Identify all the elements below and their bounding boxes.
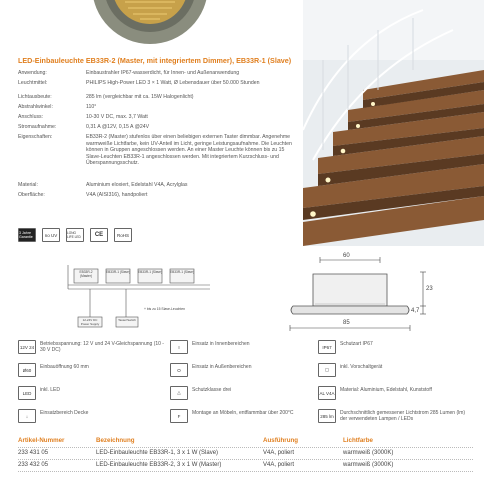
power-supply-label: 12-24V DC Power Supply: [80, 318, 100, 326]
feature-item: [18, 409, 168, 429]
module-slave-3: EB33R-1 (Slave): [170, 270, 194, 274]
table-cell: warmweiß (3000K): [343, 462, 394, 468]
col-header-color: Lichtfarbe: [343, 437, 373, 444]
feature-icon: ▢: [318, 363, 336, 377]
feature-icon: I: [170, 340, 188, 354]
no-uv-icon: no UV: [42, 228, 60, 242]
spec-label: Lichtausbeute:: [18, 94, 52, 100]
col-header-finish: Ausführung: [263, 437, 299, 444]
feature-icon: △: [170, 386, 188, 400]
table-row: [18, 460, 473, 471]
rohs-icon: RoHS: [114, 228, 132, 242]
spec-value: 285 lm (vergleichbar mit ca. 15W Halogenlicht): [86, 94, 194, 100]
feature-item: [18, 363, 168, 383]
feature-text: Durchschnittlich gemessener Lichtstrom 285 Lumen (lm) der verwendeten Lampen / LEDs: [340, 410, 466, 422]
table-cell: 233 431 05: [18, 450, 49, 456]
spec-label: Anschluss:: [18, 114, 44, 120]
dimension-drawing: [285, 252, 435, 337]
feature-text: inkl. Vorschaltgerät: [340, 364, 383, 370]
feature-text: Montage an Möbeln, entflammbar über 200°C: [192, 410, 294, 416]
feature-text: Einsatz in Innenbereichen: [192, 341, 250, 347]
dim-height: 23: [426, 286, 433, 292]
table-cell: V4A, poliert: [263, 462, 295, 468]
table-cell: LED-Einbauleuchte EB33R-1, 3 x 1 W (Slave): [96, 450, 219, 456]
spec-label: Abstrahlwinkel:: [18, 104, 53, 110]
feature-grid: [18, 340, 473, 432]
spec-label: Eigenschaften:: [18, 134, 53, 140]
spec-label: Oberfläche:: [18, 192, 45, 198]
feature-icon: O: [170, 363, 188, 377]
feature-icon: LED: [18, 386, 36, 400]
spec-value: 0,31 A @12V, 0,15 A @24V: [86, 124, 150, 130]
table-cell: 233 432 05: [18, 462, 49, 468]
feature-item: [170, 340, 320, 360]
feature-icon: 285 lm: [318, 409, 336, 423]
dim-top: 60: [343, 253, 350, 259]
spec-label: Material:: [18, 182, 38, 188]
spec-label: Leuchtmittel:: [18, 80, 48, 86]
feature-text: Material: Aluminium, Edelstahl, Kunststoff: [340, 387, 432, 393]
table-cell: LED-Einbauleuchte EB33R-2, 3 x 1 W (Master): [96, 462, 222, 468]
feature-item: [318, 409, 468, 429]
long-life-led-icon: LONG LIFE LED: [66, 228, 84, 242]
table-cell: warmweiß (3000K): [343, 450, 394, 456]
dim-width: 85: [343, 320, 350, 326]
product-title: LED-Einbauleuchte EB33R-2 (Master, mit integriertem Dimmer), EB33R-1 (Slave): [18, 56, 292, 65]
feature-icon: ↓: [18, 409, 36, 423]
feature-text: inkl. LED: [40, 387, 61, 393]
feature-text: Schutzklasse drei: [192, 387, 232, 393]
col-header-designation: Bezeichnung: [96, 437, 135, 444]
spec-value: Aluminium eloxiert, Edelstahl V4A, Acrylglas: [86, 182, 188, 188]
feature-text: Betriebsspannung: 12 V und 24 V-Gleichspannung (10 - 30 V DC): [40, 341, 164, 353]
spec-value: 10-30 V DC, max. 3,7 Watt: [86, 114, 148, 120]
wiring-diagram: [60, 255, 220, 335]
article-table: [18, 437, 473, 472]
feature-item: [318, 363, 468, 383]
module-slave-1: EB33R-1 (Slave): [106, 270, 130, 274]
spec-value: 110°: [86, 104, 97, 110]
feature-item: [18, 340, 168, 360]
feature-item: [170, 363, 320, 383]
warranty-icon: 3 Jahre Garantie: [18, 228, 36, 242]
spec-label: Anwendung:: [18, 70, 47, 76]
product-photo: [0, 0, 300, 50]
feature-icon: F: [170, 409, 188, 423]
ce-icon: CE: [90, 228, 108, 242]
table-row: [18, 448, 473, 459]
feature-text: Schutzart IP67: [340, 341, 373, 347]
feature-text: Einsatz in Außenbereichen: [192, 364, 252, 370]
feature-item: [170, 386, 320, 406]
feature-item: [170, 409, 320, 429]
switch-label: Taster/Switch: [118, 318, 136, 322]
spec-label: Stromaufnahme:: [18, 124, 57, 130]
feature-text: Einsatzbereich Decke: [40, 410, 89, 416]
col-header-article: Artikel-Nummer: [18, 437, 65, 444]
feature-icon: AL V4A: [318, 386, 336, 400]
feature-item: [318, 386, 468, 406]
row-divider: [18, 471, 473, 472]
spec-value: V4A (AISI316), handpoliert: [86, 192, 148, 198]
table-cell: V4A, poliert: [263, 450, 295, 456]
feature-text: Einbauöffnung 60 mm: [40, 364, 89, 370]
spec-value: Einbaustrahler IP67-wasserdicht, für Innen- und Außenanwendung: [86, 70, 240, 76]
module-master: EB33R-2 (Master): [79, 270, 93, 278]
feature-item: [18, 386, 168, 406]
spec-value: EB33R-2 (Master) stufenlos über einen beliebigen externen Taster dimmbar. Angenehme warmweiße Lichtfarbe, kein UV-Anteil im Licht, geringe Leistungsaufnahme. Die Leuchten können in Gruppen angeschlossen werden. An einer Master Leuchte können bis zu 15 Slave-Leuchten EB33R-1 angeschlossen werden. Mit integriertem Kurzschluss- und Überspannungsschutz.: [86, 134, 292, 166]
feature-icon: IP67: [318, 340, 336, 354]
feature-icon: Ø60: [18, 363, 36, 377]
dim-depth: 4,7: [411, 308, 420, 314]
feature-item: [318, 340, 468, 360]
cert-icons: [18, 228, 132, 242]
spec-value: PHILIPS High-Power LED 3 × 1 Watt, Ø Lebensdauer über 50.000 Stunden: [86, 80, 260, 86]
module-slave-2: EB33R-1 (Slave): [138, 270, 162, 274]
feature-icon: 12V 24: [18, 340, 36, 354]
stairs-photo: [303, 0, 484, 246]
diagram-note: + bis zu 15 Slave-Leuchten: [144, 307, 185, 311]
